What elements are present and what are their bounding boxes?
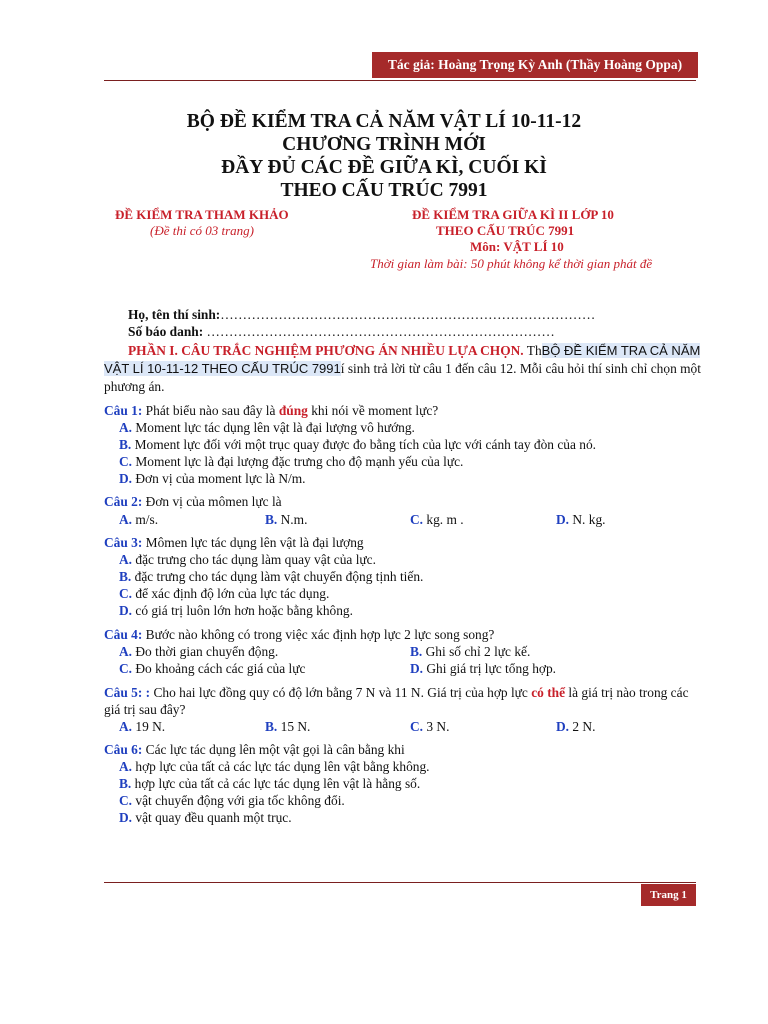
student-name-dots: ………………………………………………………………………… [220,307,596,322]
option-text: Ghi số chỉ 2 lực kế. [422,644,531,659]
question-label: Câu 1: [104,403,143,418]
answer-option [119,586,329,602]
answer-option [119,810,292,826]
option-text: Moment lực tác dụng lên vật là đại lượng vô hướng. [132,420,415,435]
question-text: Cho hai lực đồng quy có độ lớn bằng 7 N và 11 N. Giá trị của hợp lực [150,685,532,700]
question-2 [104,494,282,510]
option-key: A. [119,512,133,527]
option-key: B. [410,644,423,659]
page-number-badge: Trang 1 [641,884,696,906]
option-text: 19 N. [132,719,166,734]
option-key: C. [119,661,133,676]
option-key: C. [410,512,424,527]
page-count-note: (Đề thi có 03 trang) [150,223,254,238]
option-text: 2 N. [569,719,596,734]
option-key: A. [119,759,133,774]
option-text: có giá trị luôn lớn hơn hoặc bằng không. [132,603,353,618]
question-label: Câu 6: [104,742,143,757]
answer-option [119,719,165,735]
header-divider [104,80,696,81]
option-text: đặc trưng cho tác dụng làm quay vật của lực. [132,552,376,567]
emphasis-text: có thể [531,685,566,700]
student-id-row [128,324,555,340]
option-key: D. [556,512,570,527]
section-instruction-rest: í sinh trả lời từ câu 1 đến câu 12. Mỗi câu hỏi thí sinh chỉ chọn một [340,361,701,376]
main-title-line-4: THEO CẤU TRÚC 7991 [280,180,488,201]
answer-option [119,644,278,660]
question-4 [104,627,494,643]
emphasis-text: đúng [278,403,308,418]
main-title-line-1: BỘ ĐỀ KIỂM TRA CẢ NĂM VẬT LÍ 10-11-12 [186,111,582,132]
answer-option [265,719,310,735]
question-6 [104,742,405,758]
answer-option [119,512,158,528]
answer-option [410,512,464,528]
option-key: C. [119,793,133,808]
option-text: Đo khoảng cách các giá của lực [132,661,306,676]
exam-type-label: ĐỀ KIỂM TRA THAM KHẢO [115,207,289,222]
answer-option [119,471,306,487]
question-label: Câu 3: [104,535,143,550]
student-id-label: Số báo danh: [128,324,204,339]
option-text: Đo thời gian chuyển động. [132,644,279,659]
option-text: kg. m . [423,512,464,527]
highlighted-text-1: BỘ ĐỀ KIỂM TRA CẢ NĂM [541,343,701,358]
question-text: Đơn vị của mômen lực là [142,494,282,509]
question-text: khi nói về moment lực? [307,403,439,418]
answer-option [410,719,449,735]
section-heading-row [128,343,700,359]
option-key: B. [119,569,132,584]
student-id-dots: …………………………………………………………………… [206,324,555,339]
option-text: Ghi giá trị lực tổng hợp. [423,661,557,676]
time-note: Thời gian làm bài: 50 phút không kể thời gian phát đề [370,256,653,271]
option-text: 15 N. [277,719,311,734]
option-key: A. [119,552,133,567]
option-text: đặc trưng cho tác dụng làm vật chuyển động tịnh tiến. [131,569,424,584]
question-text: Mômen lực tác dụng lên vật là đại lượng [142,535,364,550]
option-key: A. [119,644,133,659]
subject-label: Môn: VẬT LÍ 10 [470,239,564,254]
option-key: C. [410,719,424,734]
section-instruction-row [104,361,701,377]
option-key: A. [119,719,133,734]
option-key: D. [119,471,133,486]
option-key: D. [119,810,133,825]
option-key: B. [265,512,278,527]
option-key: C. [119,586,133,601]
student-name-row [128,307,595,323]
option-text: N.m. [277,512,308,527]
answer-option [119,437,596,453]
answer-option [119,454,463,470]
option-key: C. [119,454,133,469]
option-text: Moment lực là đại lượng đặc trưng cho độ mạnh yếu của lực. [132,454,464,469]
option-key: A. [119,420,133,435]
option-text: Đơn vị của moment lực là N/m. [132,471,306,486]
answer-option [119,552,376,568]
exam-structure-label: THEO CẤU TRÚC 7991 [436,223,575,238]
exam-name-label: ĐỀ KIỂM TRA GIỮA KÌ II LỚP 10 [412,207,614,222]
section-instruction-start: Th [523,343,542,358]
question-text: là giá trị nào trong các [565,685,689,700]
question-text: Các lực tác dụng lên một vật gọi là cân bằng khi [142,742,405,757]
question-label: Câu 2: [104,494,143,509]
option-text: vật quay đều quanh một trục. [132,810,292,825]
section-heading: PHẦN I. CÂU TRẮC NGHIỆM PHƯƠNG ÁN NHIỀU LỰA CHỌN. [128,343,524,358]
answer-option [119,793,345,809]
footer-divider [104,882,696,883]
option-text: để xác định độ lớn của lực tác dụng. [132,586,330,601]
student-name-label: Họ, tên thí sinh: [128,307,221,322]
question-label: Câu 4: [104,627,143,642]
author-banner: Tác giả: Hoàng Trọng Kỳ Anh (Thầy Hoàng Oppa) [372,52,698,78]
option-key: B. [265,719,278,734]
option-key: D. [119,603,133,618]
main-title-line-2: CHƯƠNG TRÌNH MỚI [282,134,486,155]
option-key: B. [119,776,132,791]
answer-option [119,603,353,619]
question-5-continued: giá trị sau đây? [104,702,186,717]
option-key: B. [119,437,132,452]
question-label: Câu 5: : [104,685,151,700]
highlighted-text-2: VẬT LÍ 10-11-12 THEO CẤU TRÚC 7991 [104,361,341,376]
answer-option [265,512,307,528]
option-text: Moment lực đối với một trục quay được đo bằng tích của lực với cánh tay đòn của nó. [131,437,596,452]
question-5 [104,685,689,701]
answer-option [410,661,556,677]
answer-option [119,420,415,436]
option-text: hợp lực của tất cả các lực tác dụng lên vật là hằng số. [131,776,421,791]
answer-option [119,759,430,775]
option-text: m/s. [132,512,159,527]
answer-option [119,569,423,585]
question-text: Phát biểu nào sau đây là [142,403,279,418]
answer-option [556,719,595,735]
question-text: Bước nào không có trong việc xác định hợp lực 2 lực song song? [142,627,495,642]
option-text: 3 N. [423,719,450,734]
option-key: D. [410,661,424,676]
answer-option [119,661,305,677]
question-1 [104,403,438,419]
answer-option [119,776,420,792]
option-text: hợp lực của tất cả các lực tác dụng lên vật bằng không. [132,759,430,774]
main-title-line-3: ĐẦY ĐỦ CÁC ĐỀ GIỮA KÌ, CUỐI KÌ [221,157,547,178]
answer-option [410,644,530,660]
option-text: N. kg. [569,512,606,527]
answer-option [556,512,605,528]
section-instruction-end: phương án. [104,379,165,394]
question-3 [104,535,364,551]
option-text: vật chuyển động với gia tốc không đổi. [132,793,345,808]
option-key: D. [556,719,570,734]
